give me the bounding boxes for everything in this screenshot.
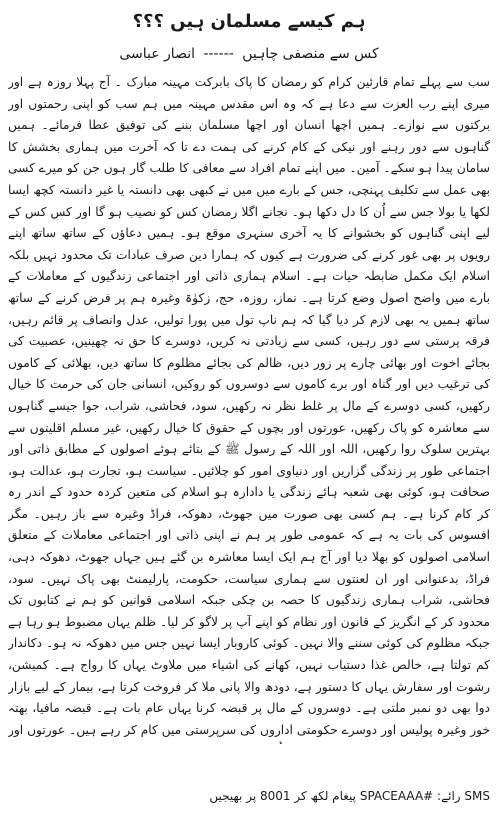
article-byline bbox=[8, 44, 490, 64]
byline-separator: ------ bbox=[203, 46, 234, 62]
author-name: انصار عباسی bbox=[119, 46, 195, 62]
sms-feedback-line: SMS رائے: #SPACEAAA پیغام لکھ کر 8001 پر بھیجیں bbox=[209, 789, 490, 803]
column-name: کس سے منصفی چاہیں bbox=[242, 46, 379, 62]
article-title: ہم کیسے مسلمان ہیں ؟؟؟ bbox=[132, 11, 366, 32]
article-body: سب سے پہلے تمام قارئین کرام کو رمضان کا پاک بابرکت مہینہ مبارک ۔ آج پہلا روزہ ہے اور میری اپنے رب العزت سے دعا ہے کہ وہ اس مقدس مہینہ میں ہم سب کو اپنی رحمتوں اور برکتوں سے نوازے۔ ہمیں اچھا انسان اور اچھا مسلمان بننے کی توفیق عطا فرمائے۔ ہمیں گناہوں سے دور رہنے اور نیکی کے کام کرنے کی ہمت دے تا کہ آخرت میں ہماری بخشش کا سامان پیدا ہو سکے۔ آمین۔ میں اپنے تمام افراد سے معافی کا طلب گار ہوں جن کو میرے کسی بھی عمل سے تکلیف پہنچی، جس کے بارے میں میں نے کبھی بھی دانستہ یا غیر دانستہ کچھ ایسا لکھا یا بولا جس سے اُن کا دل دکھا ہو۔ نجانے اگلا رمضان کس کو نصیب ہو گا اور کس کس کے لیے اپنی گناہوں کو بخشوانے کا یہ آخری سنہری موقع ہو۔ ہمیں دعاؤں کے ساتھ ساتھ اپنے رویوں پر بھی غور کرنے کی ضرورت ہے کیوں کہ ہمارا دین صرف عبادات تک محدود نہیں بلکہ اسلام ایک مکمل ضابطہ حیات ہے۔ اسلام ہماری ذاتی اور اجتماعی زندگیوں کے معاملات کے بارے میں واضح اصول وضع کرتا ہے۔ نماز، روزہ، حج، زکوٰۃ وغیرہ ہم پر فرض کرنے کے ساتھ ساتھ ہمیں یہ بھی لازم کر دیا گیا کہ ہم ناپ تول میں پورا تولیں، عدل وانصاف پر قائم رہیں، فرقہ پرستی سے دور رہیں، کسی سے زیادتی نہ کریں، دوسرے کا حق نہ چھینیں، عصبیت کی بجائے اخوت اور بھائی چارے پر زور دیں، ظالم کی بجائے مظلوم کا ساتھ دیں، بھلائی کے کاموں کی ترغیب دیں اور گناہ اور برے کاموں سے دوسروں کو روکیں، انسانی جان کی حرمت کا خیال رکھیں، کسی دوسرے کے مال پر غلط نظر نہ رکھیں، سود، فحاشی، شراب، جوا جیسے گناہوں سے معاشرہ کو پاک رکھیں، عورتوں اور بچوں کے حقوق کا خیال رکھیں، غیر مسلم اقلیتوں سے بہترین سلوک روا رکھیں، اللہ اور اللہ کے رسول ﷺ کے بتائے ہوئے اصولوں کے مطابق ذاتی اور اجتماعی طور پر زندگی گزاریں اور دنیاوی امور کو چلائیں۔ سیاست ہو، تجارت ہو، عدالت ہو، صحافت ہو، کوئی بھی شعبہ ہائے زندگی یا دادارہ ہو اسلام کی متعین کردہ حدود کے اندر رہ کر کام کرنا ہے۔ ہم کسی بھی صورت میں جھوٹ، دھوکہ، فراڈ وغیرہ سے باز رہیں۔ مگر افسوس کی بات یہ ہے کہ عمومی طور پر ہم نے اپنی ذاتی اور اجتماعی معاملات کے متعلق اسلامی اصولوں کو بھلا دیا اور آج ہم ایک ایسا معاشرہ بن گئے ہیں جہاں جھوٹ، دھوکہ دہی، فراڈ، بدعنوانی اور ان لعنتوں سے ہماری سیاست، حکومت، پارلیمنٹ بھی پاک نہیں۔ سود، فحاشی، شراب ہماری زندگیوں کا حصہ بن چکی جبکہ اسلامی قوانین کو ہم نے کتابوں تک محدود کر کے انگریز کے قانون اور نظام کو اپنے آپ پر لاگو کر لیا۔ ظلم یہاں مضبوط ہو رہا ہے جبکہ مظلوم کی کوئی سننے والا نہیں۔ کوئی کاروبار ایسا نہیں جس میں دھوکہ نہ ہو۔ دکاندار کم تولتا ہے، خالص غذا دستیاب نہیں، کھانے کی اشیاء میں ملاوٹ یہاں کا رواج ہے۔ کمیشن، رشوت اور سفارش یہاں کا دستور ہے، دودھ والا پانی ملا کر فروخت کرتا ہے، بیمار کے لیے بازار دوا بھی دو نمبر ملتی ہے۔ دوسروں کے مال پر قبضہ کرنا یہاں عام بات ہے۔ قبضہ مافیا، بھتہ خور وغیرہ پولیس اور دوسرے حکومتی اداروں کی سرپرستی میں کام کر رہے ہیں۔ عورتوں اور bbox=[8, 75, 490, 737]
